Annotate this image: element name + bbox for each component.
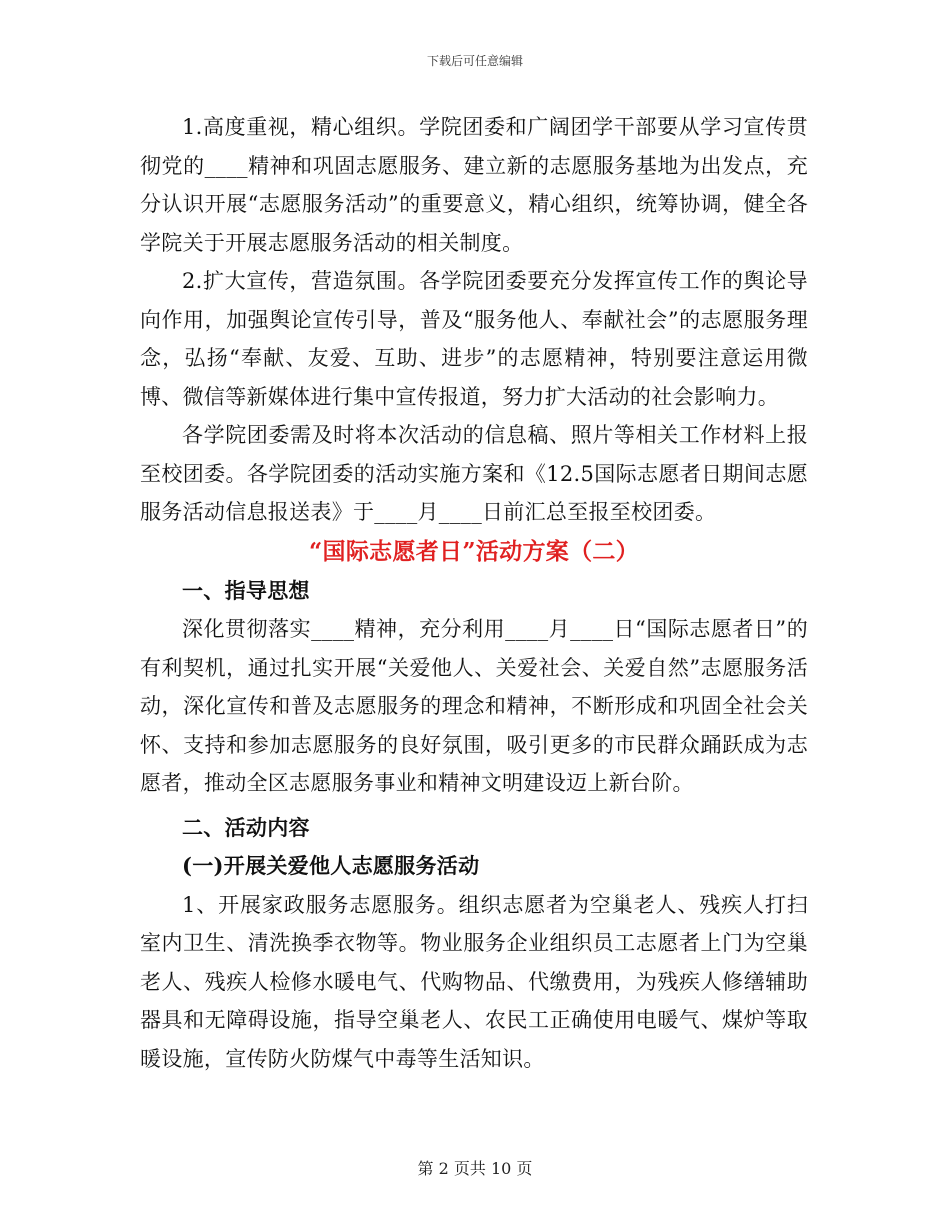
paragraph-organization: 1.高度重视，精心组织。学院团委和广阔团学干部要从学习宣传贯彻党的____精神和巩固志愿服务、建立新的志愿服务基地为出发点，充分认识开展“志愿服务活动”的重要意义，精心组织，统筹协调，健全各学院关于开展志愿服务活动的相关制度。 (140, 115, 808, 255)
paragraph-housekeeping-service: 1、开展家政服务志愿服务。组织志愿者为空巢老人、残疾人打扫室内卫生、清洗换季衣物等。物业服务企业组织员工志愿者上门为空巢老人、残疾人检修水暖电气、代购物品、代缴费用，为残疾人修缮辅助器具和无障碍设施，指导空巢老人、农民工正确使用电暖气、煤炉等取暖设施，宣传防火防煤气中毒等生活知识。 (140, 892, 808, 1071)
paragraph-publicity: 2.扩大宣传，营造氛围。各学院团委要充分发挥宣传工作的舆论导向作用，加强舆论宣传引导，普及“服务他人、奉献社会”的志愿服务理念，弘扬“奉献、友爱、互助、进步”的志愿精神，特别要注意运用微博、微信等新媒体进行集中宣传报道，努力扩大活动的社会影响力。 (140, 269, 808, 409)
page-footer: 第 2 页共 10 页 (417, 1159, 533, 1178)
paragraph-guiding-thought: 深化贯彻落实____精神，充分利用____月____日“国际志愿者日”的有利契机，通过扎实开展“关爱他人、关爱社会、关爱自然”志愿服务活动，深化宣传和普及志愿服务的理念和精神，不断形成和巩固全社会关怀、支持和参加志愿服务的良好氛围，吸引更多的市民群众踊跃成为志愿者，推动全区志愿服务事业和精神文明建设迈上新台阶。 (140, 617, 808, 795)
heading-care-for-others: (一)开展关爱他人志愿服务活动 (182, 853, 480, 878)
heading-activity-content: 二、活动内容 (182, 814, 310, 840)
heading-guiding-thought: 一、指导思想 (182, 577, 310, 603)
section-title: “国际志愿者日”活动方案（二） (309, 537, 639, 565)
document-body (140, 108, 808, 1078)
paragraph-reporting: 各学院团委需及时将本次活动的信息稿、照片等相关工作材料上报至校团委。各学院团委的活动实施方案和《12.5国际志愿者日期间志愿服务活动信息报送表》于____月____日前汇总至报至校团委。 (140, 423, 808, 524)
page-header: 下载后可任意编辑 (426, 54, 523, 68)
